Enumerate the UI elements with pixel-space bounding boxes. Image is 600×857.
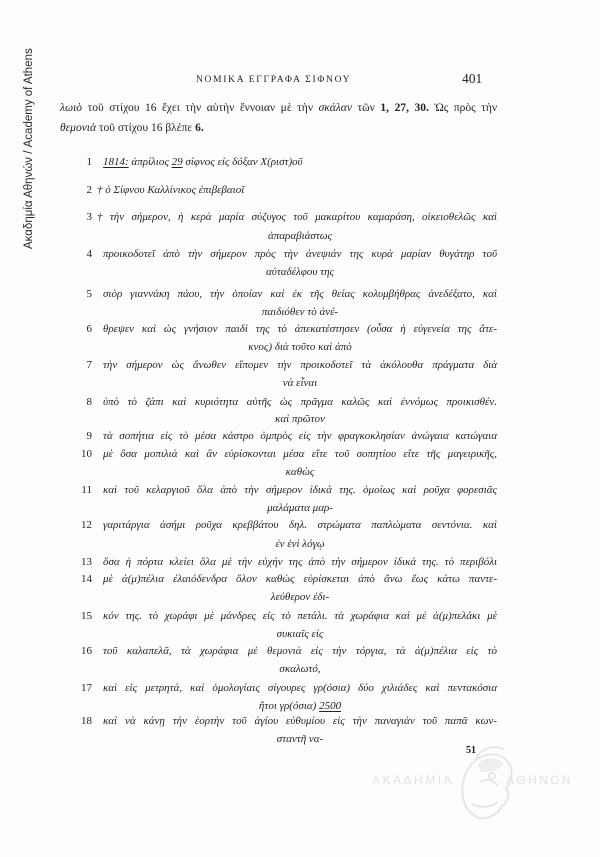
intro-line-2 xyxy=(60,121,497,135)
intro-text: τοῦ στίχου 16 ἔχει τὴν αὐτὴν ἔννοιαν μὲ τὴν xyxy=(87,102,314,114)
document-line-6 xyxy=(103,322,497,336)
line-continuation: σκαλωτό, xyxy=(279,663,321,675)
document-line-15 xyxy=(103,609,497,623)
document-line-5 xyxy=(103,287,497,301)
intro-text: τῶν xyxy=(357,102,375,114)
line-number: 2 xyxy=(86,184,92,196)
intro-term: λωιὸ xyxy=(60,102,83,114)
line-text: θρεψεν καὶ ὡς γνήσιον παιδὶ της τὸ ἀπεκατέστησεν (οὖσα ἡ εὐγενεία της ἄτε- xyxy=(103,323,498,335)
line-text: καὶ εἰς μετρητά, καὶ ὁμολογίαις σίγουρες γρ(όσια) δύο χιλιάδες καὶ πεντακόσια xyxy=(103,682,498,694)
line-continuation: ἀπαραβιάστως xyxy=(267,230,332,242)
line-text: γαριτάργια ἀσήμι ροῦχα κρεββάτου δηλ. στρώματα παπλώματα σεντόνια. καὶ xyxy=(103,519,497,531)
document-line-11 xyxy=(103,483,497,497)
intro-line-reference: 6. xyxy=(195,122,204,134)
line-text: † τὴν σήμερον, ἡ κερὰ μαρία σύζυγος τοῦ μακαρίτου καμαράση, οἰκειοθελῶς καὶ xyxy=(97,211,497,223)
line-number: 12 xyxy=(81,519,92,531)
line-text: καὶ τοῦ κελαργιοῦ ὅλα ἀπὸ τὴν σήμερον ἰδικά της. ὁμοίως καὶ ροῦχα φορεσιᾶς xyxy=(103,484,497,496)
line-continuation: σταντῆ να- xyxy=(276,733,324,745)
line-continuation xyxy=(103,699,497,713)
signature-mark: 51 xyxy=(466,745,476,756)
line-number: 7 xyxy=(86,359,92,371)
intro-term: σκάλαν xyxy=(318,102,352,114)
date-month: ἀπρίλιος xyxy=(131,156,169,168)
continuation-text: ἤτοι γρ(όσια) xyxy=(258,700,317,712)
line-text: καὶ νὰ κάνῃ τὴν ἑορτὴν τοῦ ἁγίου εὐθυμίου εἰς τὴν παναγιὰν τοῦ παπᾶ κων- xyxy=(103,715,497,727)
line-number: 16 xyxy=(81,645,92,657)
intro-line-1 xyxy=(60,101,497,115)
document-line-9 xyxy=(103,429,497,443)
date-year: 1814: xyxy=(103,156,129,168)
document-line-8 xyxy=(103,395,497,409)
line-text: μὲ ἀ(μ)πέλια ἐλαιόδενδρα ὅλον καθὼς εὑρίσκεται ἀπὸ ἄνω ἕως κάτω παντε- xyxy=(103,573,498,585)
line-text: κόν της. τὸ χωράφι μὲ μάνδρες εἰς τὸ πετάλι. τὰ χωράφια καὶ μὲ ἀ(μ)πελάκι μὲ xyxy=(103,610,497,622)
line-continuation: καὶ πρῶτον xyxy=(275,413,325,425)
line-continuation: ἐν ἑνὶ λόγῳ xyxy=(275,538,325,550)
date-day: 29 xyxy=(171,156,183,168)
line-number: 8 xyxy=(86,396,92,408)
line-continuation: μαλάματα μαρ- xyxy=(267,502,333,514)
document-line-1 xyxy=(103,155,497,169)
document-line-18 xyxy=(103,714,497,728)
intro-term: θεμονιὰ xyxy=(60,122,97,134)
document-line-14 xyxy=(103,572,497,586)
document-line-10 xyxy=(103,447,497,461)
line-number: 9 xyxy=(86,430,92,442)
academy-margin-label: Ακαδημία Αθηνών / Academy of Athens xyxy=(23,48,35,250)
line-text: ὅσα ἡ πόρτα κλείει ὅλα μὲ τὴν εὐχήν της ἀπὸ τὴν σήμερον ἰδικά της. τὸ περιβόλι xyxy=(103,556,498,568)
line-text: ὑπὸ τὸ ζάπι καὶ κυριότητα αὐτῆς ὡς πρᾶγμα καλῶς καὶ ἐννόμως προικισθέν. xyxy=(103,396,497,408)
line-number: 14 xyxy=(81,573,92,585)
line-text: προικοδοτεῖ ἀπὸ τὴν σήμερον πρὸς τὴν ἀνεψιάν της κυρὰ μαρίαν θυγάτηρ τοῦ xyxy=(103,248,498,260)
document-line-12 xyxy=(103,518,497,532)
line-text: σίφνος εἰς δόξαν Χ(ριστ)οῦ xyxy=(185,156,303,168)
line-continuation: καθὼς xyxy=(285,466,315,478)
line-text: τὰ σοπήτια εἰς τὸ μέσα κάστρο ὀμπρὸς εἰς τὴν φραγκοκλησίαν ἀνώγαια κατώγαια xyxy=(103,430,497,442)
page-number: 401 xyxy=(462,71,483,86)
line-continuation: συκιαῖς εἰς xyxy=(276,628,324,640)
document-line-17 xyxy=(103,681,497,695)
running-title: ΝΟΜΙΚΑ ΕΓΓΡΑΦΑ ΣΙΦΝΟΥ xyxy=(196,75,352,85)
document-line-7 xyxy=(103,358,497,372)
intro-line-1-content xyxy=(60,101,497,115)
line-number: 4 xyxy=(86,248,92,260)
document-line-4 xyxy=(103,247,497,261)
line-number: 13 xyxy=(81,556,92,568)
line-number: 3 xyxy=(86,211,92,223)
document-line-2: † ὁ Σίφνου Καλλίνικος ἐπιβεβαιοῖ xyxy=(97,184,245,196)
intro-text: τοῦ στίχου 16 βλέπε xyxy=(98,122,193,134)
amount-underlined: 2500 xyxy=(319,700,342,712)
line-number: 10 xyxy=(81,448,92,460)
intro-line-references: 1, 27, 30. xyxy=(380,102,429,114)
line-number: 17 xyxy=(81,682,92,694)
document-line-16 xyxy=(103,644,497,658)
line-text: μὲ ὅσα μοπιλιὰ καὶ ἂν εὑρίσκονται μέσα εἴτε τοῦ σοπητίου εἴτε τῆς μαγειρικῆς, xyxy=(103,448,497,460)
line-number: 11 xyxy=(81,484,92,496)
document-line-13 xyxy=(103,555,497,569)
watermark-text-right: ΑΘΗΝΩΝ xyxy=(506,773,574,787)
line-continuation: κνος) διὰ τοῦτο καὶ ἀπὸ xyxy=(248,341,352,353)
line-number: 1 xyxy=(86,156,92,168)
line-continuation: αὐταδέλφου της xyxy=(266,266,334,278)
document-line-3 xyxy=(97,210,497,224)
watermark-text-left: ΑΚΑΔΗΜΙΑ xyxy=(372,773,455,787)
line-number: 6 xyxy=(86,323,92,335)
intro-text: Ὡς πρὸς τὴν xyxy=(434,102,498,114)
line-number: 5 xyxy=(86,288,92,300)
line-text: τὴν σήμερον ὡς ἄνωθεν εἴπομεν τὴν προικοδοτεῖ τὰ ἀκόλουθα πράγματα διὰ xyxy=(103,359,498,371)
line-continuation: παιδιόθεν τὸ ἀνέ- xyxy=(261,306,339,318)
line-continuation: νὰ εἶναι xyxy=(282,377,318,389)
line-text: σιὸρ γιαννάκη πάου, τὴν ὁποίαν καὶ ἐκ τῆς θείας κολυμβήθρας ἀνεδέξατο, καὶ xyxy=(103,288,497,300)
line-text: τοῦ καλαπελᾶ, τὰ χωράφια μὲ θεμονιὰ εἰς τὴν τόργια, τὰ ἀ(μ)πέλια εἰς τὸ xyxy=(103,645,497,657)
line-number: 15 xyxy=(81,610,92,622)
line-number: 18 xyxy=(81,715,92,727)
line-continuation: λεύθερον ἐδι- xyxy=(270,591,330,603)
